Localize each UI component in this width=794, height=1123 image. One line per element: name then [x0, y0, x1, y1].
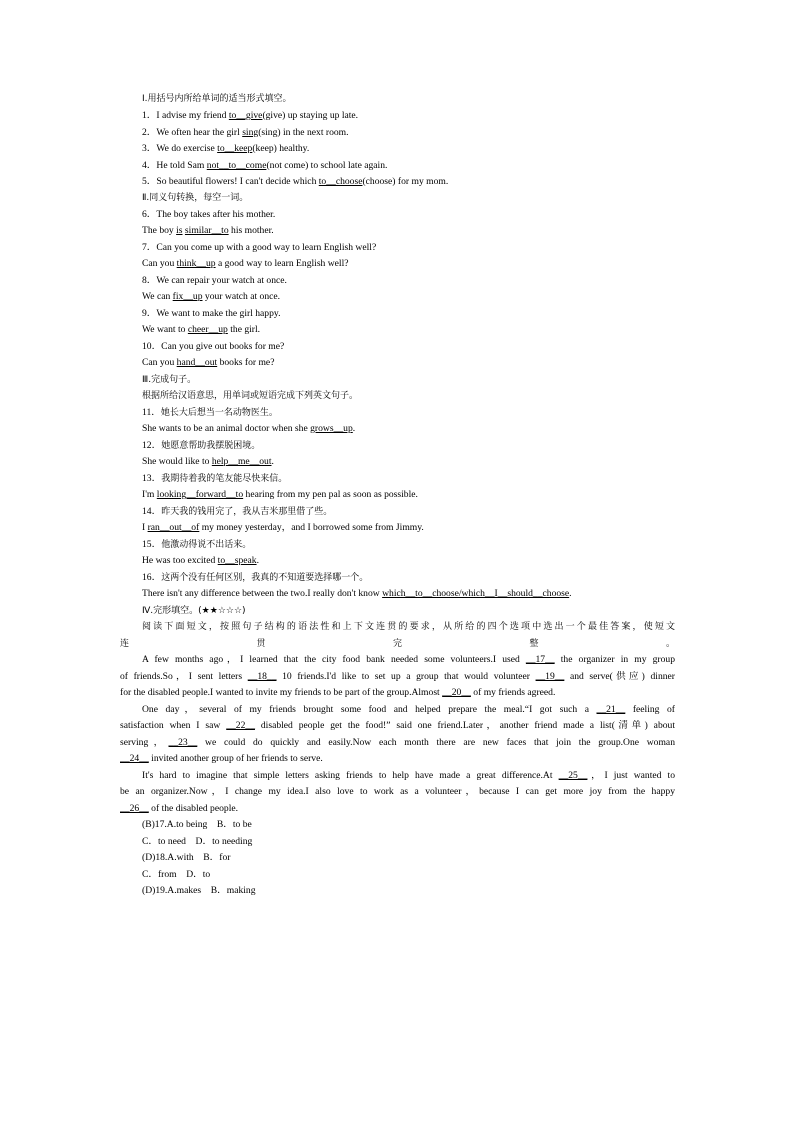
text-fragment: we could do quickly and easily.Now each month there are new faces that join the group.One woman: [197, 737, 675, 748]
text-fragment: 她愿意帮助我摆脱困境。: [161, 441, 261, 451]
answer-blank: similar__to: [184, 225, 229, 236]
text-fragment: .: [271, 456, 274, 467]
text-line: [142, 539, 251, 551]
text-fragment: She would like to: [142, 456, 212, 467]
answer-blank: looking__forward__to: [156, 489, 244, 500]
answer-blank: __19__: [535, 671, 565, 682]
text-line: [142, 588, 572, 600]
text-fragment: One day，several of my friends brought some food and helped prepare the meal.“I got such a: [142, 704, 597, 715]
text-line: [142, 456, 274, 468]
text-fragment: (choose) for my mom.: [362, 176, 449, 187]
answer-blank: which__to__choose/which__I__should__choose: [382, 588, 570, 599]
answer-blank: __17__: [525, 654, 555, 665]
text-fragment: .: [569, 588, 572, 599]
text-fragment: and serve(供应) dinner: [564, 671, 675, 682]
text-line: [120, 753, 675, 765]
answer-blank: hand__out: [176, 357, 218, 368]
text-fragment: of the disabled people.: [148, 803, 239, 814]
text-line: [142, 143, 309, 155]
answer-blank: think__up: [176, 258, 216, 269]
answer-blank: is: [176, 225, 183, 236]
text-fragment: Ⅳ.完形填空。(★★☆☆☆): [142, 606, 246, 616]
text-line: [142, 555, 259, 567]
text-fragment: for the disabled people.I wanted to invite my friends to be part of the group.Almost: [120, 687, 443, 698]
text-fragment: It's hard to imagine that simple letters asking friends to help have made a great difference.At: [142, 770, 559, 781]
text-fragment: Can you: [142, 357, 177, 368]
answer-blank: to__choose: [318, 176, 363, 187]
text-line: [120, 654, 675, 666]
text-fragment: .: [256, 555, 259, 566]
text-fragment: There isn't any difference between the two.I really don't know: [142, 588, 383, 599]
text-fragment: a good way to learn English well?: [215, 258, 349, 269]
text-fragment: We can: [142, 291, 173, 302]
text-line: [142, 242, 376, 254]
text-line: [142, 93, 292, 105]
text-line: [142, 440, 260, 452]
text-fragment: Ⅰ.用括号内所给单词的适当形式填空。: [142, 94, 292, 104]
text-fragment: 11．: [142, 407, 161, 418]
text-fragment: C．to need D．to needing: [142, 836, 253, 847]
text-line: [142, 176, 448, 188]
text-line: [120, 704, 675, 716]
text-fragment: .: [352, 423, 356, 434]
text-line: [142, 225, 274, 237]
text-line: [142, 605, 246, 617]
text-line: [120, 737, 675, 749]
text-fragment: (B)17.A.to being B．to be: [142, 819, 252, 830]
text-line: [142, 836, 252, 848]
text-fragment: 这两个没有任何区别，我真的不知道要选择哪一个。: [161, 573, 369, 583]
text-fragment: Can you: [142, 258, 177, 269]
text-line: [142, 127, 349, 139]
text-line: [142, 258, 349, 270]
text-line: [142, 852, 230, 864]
answer-blank: __26__: [120, 803, 149, 814]
text-fragment: He was too excited: [142, 555, 218, 566]
text-fragment: of friends.So，I sent letters: [120, 671, 248, 682]
answer-blank: __22__: [226, 720, 255, 731]
text-fragment: 我期待着我的笔友能尽快来信。: [161, 474, 288, 484]
text-fragment: of my friends agreed.: [470, 687, 556, 698]
text-line: [120, 638, 675, 650]
answer-blank: sing: [242, 127, 259, 138]
text-line: [142, 407, 278, 419]
text-fragment: (give) up staying up late.: [262, 110, 359, 121]
answer-blank: __24__: [120, 753, 149, 764]
answer-blank: to__keep: [217, 143, 253, 154]
text-line: [142, 572, 368, 584]
answer-blank: __20__: [442, 687, 471, 698]
text-line: [142, 423, 355, 435]
text-fragment: hearing from my pen pal as soon as possible.: [243, 489, 418, 500]
text-line: [142, 819, 252, 831]
text-fragment: satisfaction when I saw: [120, 720, 227, 731]
text-fragment: 8．We can repair your watch at once.: [142, 275, 287, 286]
answer-blank: not__to__come: [206, 160, 267, 171]
text-fragment: 13．: [142, 473, 162, 484]
text-line: [142, 110, 358, 122]
text-fragment: I: [142, 522, 148, 533]
text-fragment: (sing) in the next room.: [258, 127, 349, 138]
text-line: [120, 786, 675, 798]
text-fragment: (keep) healthy.: [252, 143, 310, 154]
text-fragment: his mother.: [228, 225, 274, 236]
text-fragment: Ⅲ.完成句子。: [142, 375, 197, 385]
text-fragment: disabled people get the food!” said one friend.Later，another friend made a list(清单) about: [254, 720, 675, 731]
text-line: [120, 621, 675, 633]
text-fragment: 9．We want to make the girl happy.: [142, 308, 281, 319]
text-line: [142, 473, 287, 485]
text-line: [142, 522, 424, 534]
text-line: [142, 291, 280, 303]
text-fragment: 4．He told Sam: [142, 160, 207, 171]
answer-blank: to__give: [228, 110, 263, 121]
text-line: [142, 341, 284, 353]
text-fragment: invited another group of her friends to serve.: [148, 753, 323, 764]
text-line: [142, 275, 287, 287]
text-fragment: C．from D．to: [142, 869, 211, 880]
text-line: [142, 160, 387, 172]
text-fragment: 昨天我的钱用完了，我从吉米那里借了些。: [161, 507, 333, 517]
text-fragment: We want to: [142, 324, 188, 335]
text-fragment: A few months ago，I learned that the city food bank needed some volunteers.I used: [142, 654, 526, 665]
text-fragment: The boy: [142, 225, 177, 236]
answer-blank: __25__: [558, 770, 588, 781]
text-fragment: (D)18.A.with B．for: [142, 852, 231, 863]
answer-blank: ran__out__of: [147, 522, 200, 533]
text-fragment: your watch at once.: [202, 291, 281, 302]
text-fragment: I'm: [142, 489, 157, 500]
text-line: [142, 192, 248, 204]
text-fragment: 10 friends.I'd like to set up a group that would volunteer: [276, 671, 536, 682]
answer-blank: cheer__up: [187, 324, 228, 335]
text-line: [142, 885, 256, 897]
text-fragment: (D)19.A.makes B．making: [142, 885, 256, 896]
text-line: [120, 687, 675, 699]
text-fragment: serving，: [120, 737, 169, 748]
text-fragment: 根据所给汉语意思，用单词或短语完成下列英文句子。: [142, 391, 359, 401]
text-fragment: 10．Can you give out books for me?: [142, 341, 285, 352]
text-fragment: 3．We do exercise: [142, 143, 218, 154]
text-fragment: books for me?: [217, 357, 275, 368]
text-line: [142, 357, 274, 369]
answer-blank: fix__up: [172, 291, 203, 302]
text-fragment: 15．: [142, 539, 162, 550]
text-fragment: 2．We often hear the girl: [142, 127, 243, 138]
text-line: [142, 308, 280, 320]
text-line: [142, 324, 260, 336]
text-fragment: 她长大后想当一名动物医生。: [160, 408, 278, 418]
text-fragment: 5．So beautiful flowers! I can't decide which: [142, 176, 319, 187]
text-line: [120, 803, 675, 815]
text-fragment: 他激动得说不出话来。: [161, 540, 252, 550]
text-fragment: be an organizer.Now，I change my idea.I also love to work as a volunteer，because I can get more joy from the happy: [120, 786, 675, 797]
text-fragment: the girl.: [227, 324, 261, 335]
text-line: [142, 374, 196, 386]
text-fragment: 阅读下面短文，按照句子结构的语法性和上下文连贯的要求，从所给的四个选项中选出一个最佳答案，使短文: [142, 622, 675, 632]
text-fragment: 连贯完整。: [120, 639, 675, 649]
text-fragment: 7．Can you come up with a good way to learn English well?: [142, 242, 377, 253]
text-fragment: 6．The boy takes after his mother.: [142, 209, 276, 220]
text-fragment: feeling of: [625, 704, 675, 715]
answer-blank: __18__: [247, 671, 277, 682]
text-fragment: She wants to be an animal doctor when she: [142, 423, 311, 434]
text-line: [120, 770, 675, 782]
text-line: [142, 869, 210, 881]
text-fragment: 12．: [142, 440, 162, 451]
text-line: [142, 489, 418, 501]
text-fragment: 1．I advise my friend: [142, 110, 229, 121]
text-fragment: my money yesterday，and I borrowed some from Jimmy.: [199, 522, 424, 533]
text-line: [142, 506, 332, 518]
answer-blank: grows__up: [310, 423, 353, 434]
answer-blank: help__me__out: [211, 456, 272, 467]
text-line: [142, 209, 275, 221]
text-line: [120, 720, 675, 732]
answer-blank: __23__: [168, 737, 198, 748]
text-fragment: 14．: [142, 506, 162, 517]
text-fragment: Ⅱ.同义句转换，每空一词。: [142, 193, 249, 203]
text-fragment: 16．: [142, 572, 162, 583]
answer-blank: __21__: [596, 704, 626, 715]
text-line: [120, 671, 675, 683]
answer-blank: to__speak: [217, 555, 257, 566]
text-fragment: the organizer in my group: [554, 654, 675, 665]
text-fragment: (not come) to school late again.: [266, 160, 388, 171]
text-line: [142, 390, 358, 402]
text-fragment: ，I just wanted to: [587, 770, 675, 781]
